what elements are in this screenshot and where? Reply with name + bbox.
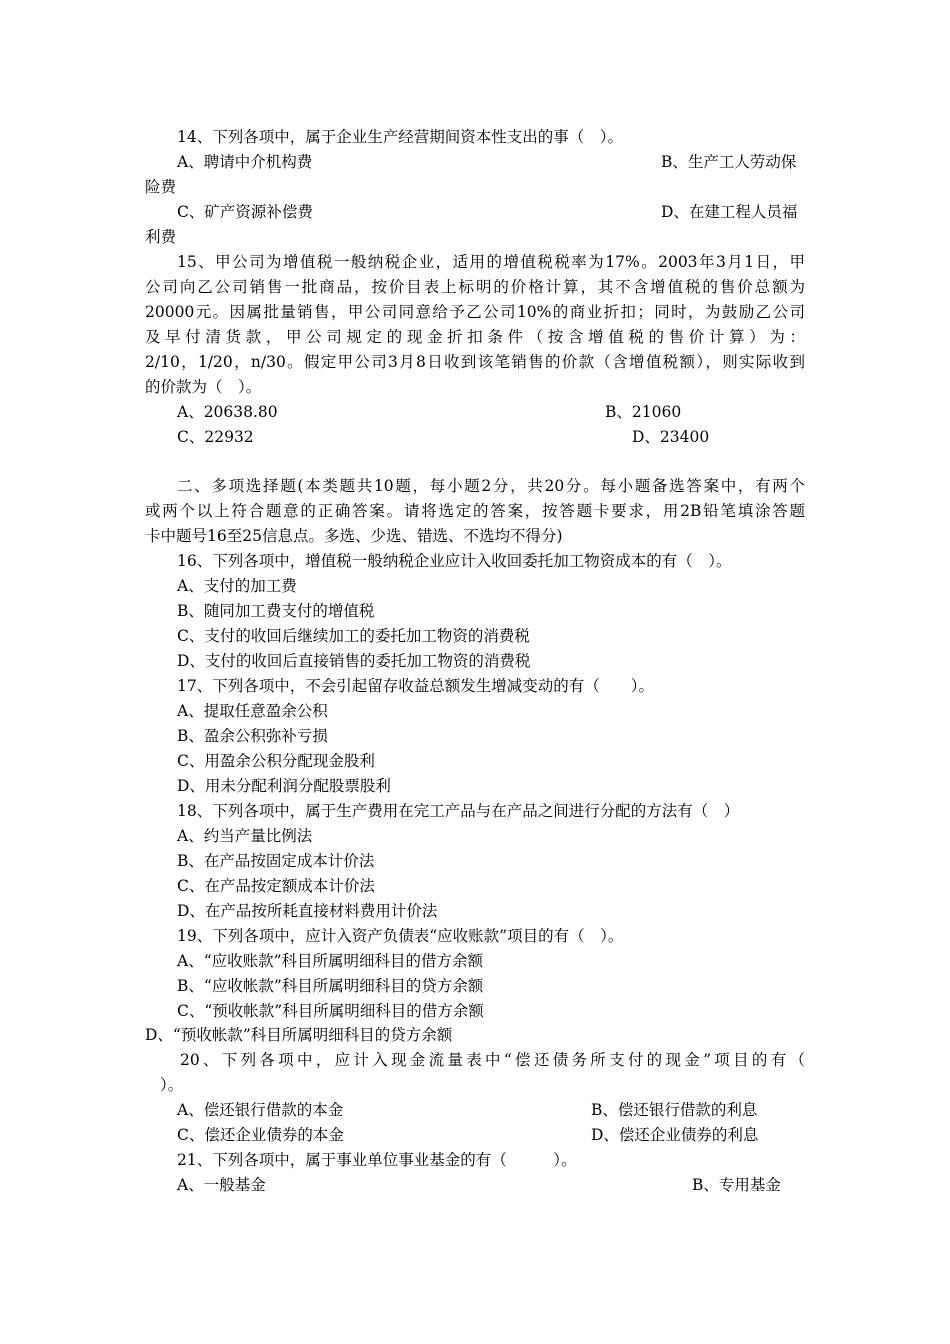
- q16-option-a: A、支付的加工费: [177, 577, 297, 595]
- q15-line-3: 20000元。因属批量销售，甲公司同意给予乙公司10%的商业折扣；同时，为鼓励乙公司: [145, 303, 805, 321]
- q19-option-b: B、“应收帐款”科目所属明细科目的贷方余额: [177, 977, 484, 995]
- q20-stem-line-1: 20、下列各项中，应计入现金流量表中“偿还债务所支付的现金”项目的有（: [180, 1051, 805, 1069]
- q20-option-b: B、偿还银行借款的利息: [591, 1101, 758, 1119]
- q21-option-b: B、专用基金: [692, 1176, 781, 1194]
- q16-stem: 16、下列各项中，增值税一般纳税企业应计入收回委托加工物资成本的有（ ）。: [177, 552, 732, 570]
- q21-option-a: A、一般基金: [177, 1176, 266, 1194]
- q19-stem: 19、下列各项中，应计入资产负债表“应收账款”项目的有（ ）。: [177, 927, 624, 945]
- q19-option-a: A、“应收账款”科目所属明细科目的借方余额: [177, 952, 484, 970]
- q15-option-a: A、20638.80: [177, 403, 278, 421]
- q16-option-d: D、支付的收回后直接销售的委托加工物资的消费税: [177, 652, 531, 670]
- q15-line-1: 15、甲公司为增值税一般纳税企业，适用的增值税税率为17%。2003年3月1日，甲: [177, 253, 805, 271]
- section2-instructions-line-1: 二、多项选择题(本类题共10题，每小题2分，共20分。每小题备选答案中，有两个: [177, 477, 805, 495]
- q19-option-c: C、“预收帐款”科目所属明细科目的借方余额: [177, 1002, 484, 1020]
- q18-option-c: C、在产品按定额成本计价法: [177, 877, 375, 895]
- q15-line-6: 的价款为（ ）。: [145, 378, 262, 396]
- q14-stem: 14、下列各项中，属于企业生产经营期间资本性支出的事（ ）。: [177, 128, 623, 146]
- q14-option-d-cont: 利费: [145, 228, 177, 246]
- q15-option-d: D、23400: [632, 428, 710, 446]
- q18-option-a: A、约当产量比例法: [177, 827, 313, 845]
- q16-option-c: C、支付的收回后继续加工的委托加工物资的消费税: [177, 627, 530, 645]
- q15-line-5: 2/10，1/20，n/30。假定甲公司3月8日收到该笔销售的价款（含增值税额），则实际收到: [145, 353, 805, 371]
- section2-instructions-line-2: 或两个以上符合题意的正确答案。请将选定的答案，按答题卡要求，用2B铅笔填涂答题: [145, 502, 805, 520]
- section2-instructions-line-3: 卡中题号16至25信息点。多选、少选、错选、不选均不得分): [145, 527, 563, 545]
- q18-option-d: D、在产品按所耗直接材料费用计价法: [177, 902, 438, 920]
- q17-option-d: D、用未分配利润分配股票股利: [177, 777, 391, 795]
- q15-option-c: C、22932: [177, 428, 254, 446]
- q14-option-a: A、聘请中介机构费: [177, 153, 313, 171]
- q14-option-d: D、在建工程人员福: [661, 203, 798, 221]
- q21-stem: 21、下列各项中，属于事业单位事业基金的有（ ）。: [177, 1151, 577, 1169]
- q20-option-a: A、偿还银行借款的本金: [177, 1101, 344, 1119]
- q18-option-b: B、在产品按固定成本计价法: [177, 852, 375, 870]
- q17-option-b: B、盈余公积弥补亏损: [177, 727, 328, 745]
- q17-option-c: C、用盈余公积分配现金股利: [177, 752, 375, 770]
- q15-option-b: B、21060: [605, 403, 682, 421]
- q19-option-d: D、“预收帐款”科目所属明细科目的贷方余额: [145, 1026, 453, 1044]
- q16-option-b: B、随同加工费支付的增值税: [177, 602, 375, 620]
- q20-option-c: C、偿还企业债券的本金: [177, 1126, 344, 1144]
- q17-stem: 17、下列各项中，不会引起留存收益总额发生增减变动的有（ ）。: [177, 677, 654, 695]
- q20-stem-line-2: ）。: [160, 1076, 184, 1094]
- q14-option-c: C、矿产资源补偿费: [177, 203, 313, 221]
- q17-option-a: A、提取任意盈余公积: [177, 702, 328, 720]
- q20-option-d: D、偿还企业债券的利息: [591, 1126, 759, 1144]
- q18-stem: 18、下列各项中，属于生产费用在完工产品与在产品之间进行分配的方法有（ ）: [177, 802, 740, 820]
- q14-option-b: B、生产工人劳动保: [661, 153, 797, 171]
- q15-line-2: 公司向乙公司销售一批商品，按价目表上标明的价格计算，其不含增值税的售价总额为: [145, 278, 805, 296]
- q15-line-4: 及早付清货款，甲公司规定的现金折扣条件（按含增值税的售价计算）为：: [145, 328, 805, 346]
- q14-option-b-cont: 险费: [145, 178, 177, 196]
